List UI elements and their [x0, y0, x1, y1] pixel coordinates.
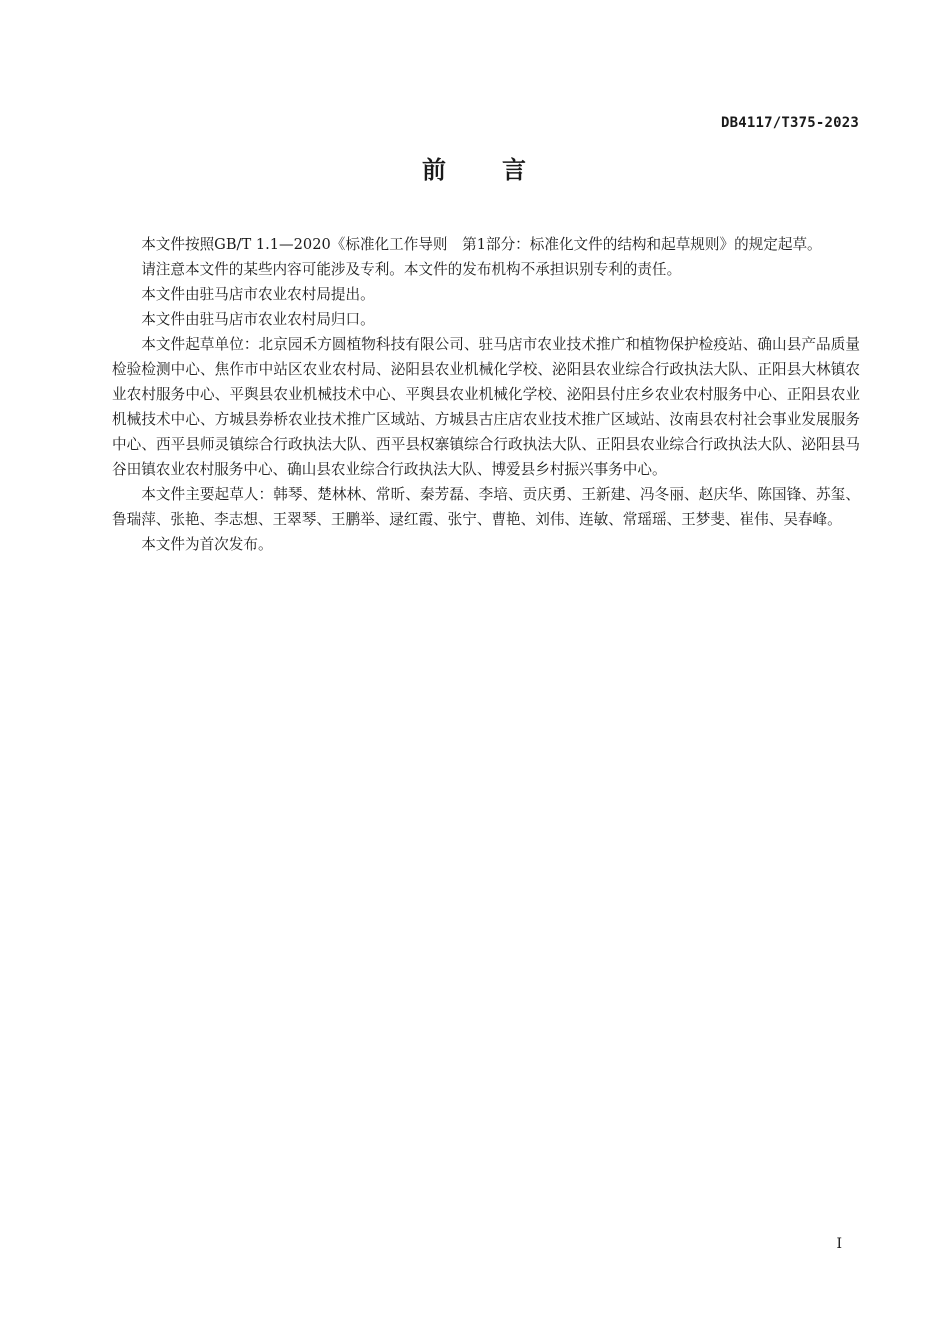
paragraph-drafters: 本文件主要起草人：韩琴、楚林林、常昕、秦芳磊、李培、贡庆勇、王新建、冯冬丽、赵庆华、陈国锋、苏玺、鲁瑞萍、张艳、李志想、王翠琴、王鹏举、逯红霞、张宁、曹艳、刘伟、连敏、常瑶瑶、王梦斐、崔伟、吴春峰。 [112, 486, 860, 528]
paragraph-drafting-basis: 本文件按照GB/T 1.1—2020《标准化工作导则 第1部分：标准化文件的结构和起草规则》的规定起草。 [141, 236, 822, 253]
paragraph-administrator: 本文件由驻马店市农业农村局归口。 [141, 311, 375, 328]
foreword-body [112, 232, 860, 557]
paragraph-patent-notice: 请注意本文件的某些内容可能涉及专利。本文件的发布机构不承担识别专利的责任。 [141, 261, 682, 278]
paragraph-proposer: 本文件由驻马店市农业农村局提出。 [141, 286, 375, 303]
title-char-1: 前 [422, 156, 448, 184]
document-code: DB4117/T375-2023 [720, 115, 859, 131]
page-title [0, 150, 950, 185]
paragraph-drafting-units: 本文件起草单位：北京园禾方圆植物科技有限公司、驻马店市农业技术推广和植物保护检疫站、确山县产品质量检验检测中心、焦作市中站区农业农村局、泌阳县农业机械化学校、泌阳县农业综合行政执法大队、正阳县大林镇农业农村服务中心、平舆县农业机械技术中心、平舆县农业机械化学校、泌阳县付庄乡农业农村服务中心、正阳县农业机械技术中心、方城县券桥农业技术推广区域站、方城县古庄店农业技术推广区域站、汝南县农村社会事业发展服务中心、西平县师灵镇综合行政执法大队、西平县权寨镇综合行政执法大队、正阳县农业综合行政执法大队、泌阳县马谷田镇农业农村服务中心、确山县农业综合行政执法大队、博爱县乡村振兴事务中心。 [112, 336, 860, 478]
page-number: I [836, 1236, 842, 1252]
title-char-2: 言 [502, 156, 528, 184]
paragraph-first-release: 本文件为首次发布。 [141, 536, 273, 553]
